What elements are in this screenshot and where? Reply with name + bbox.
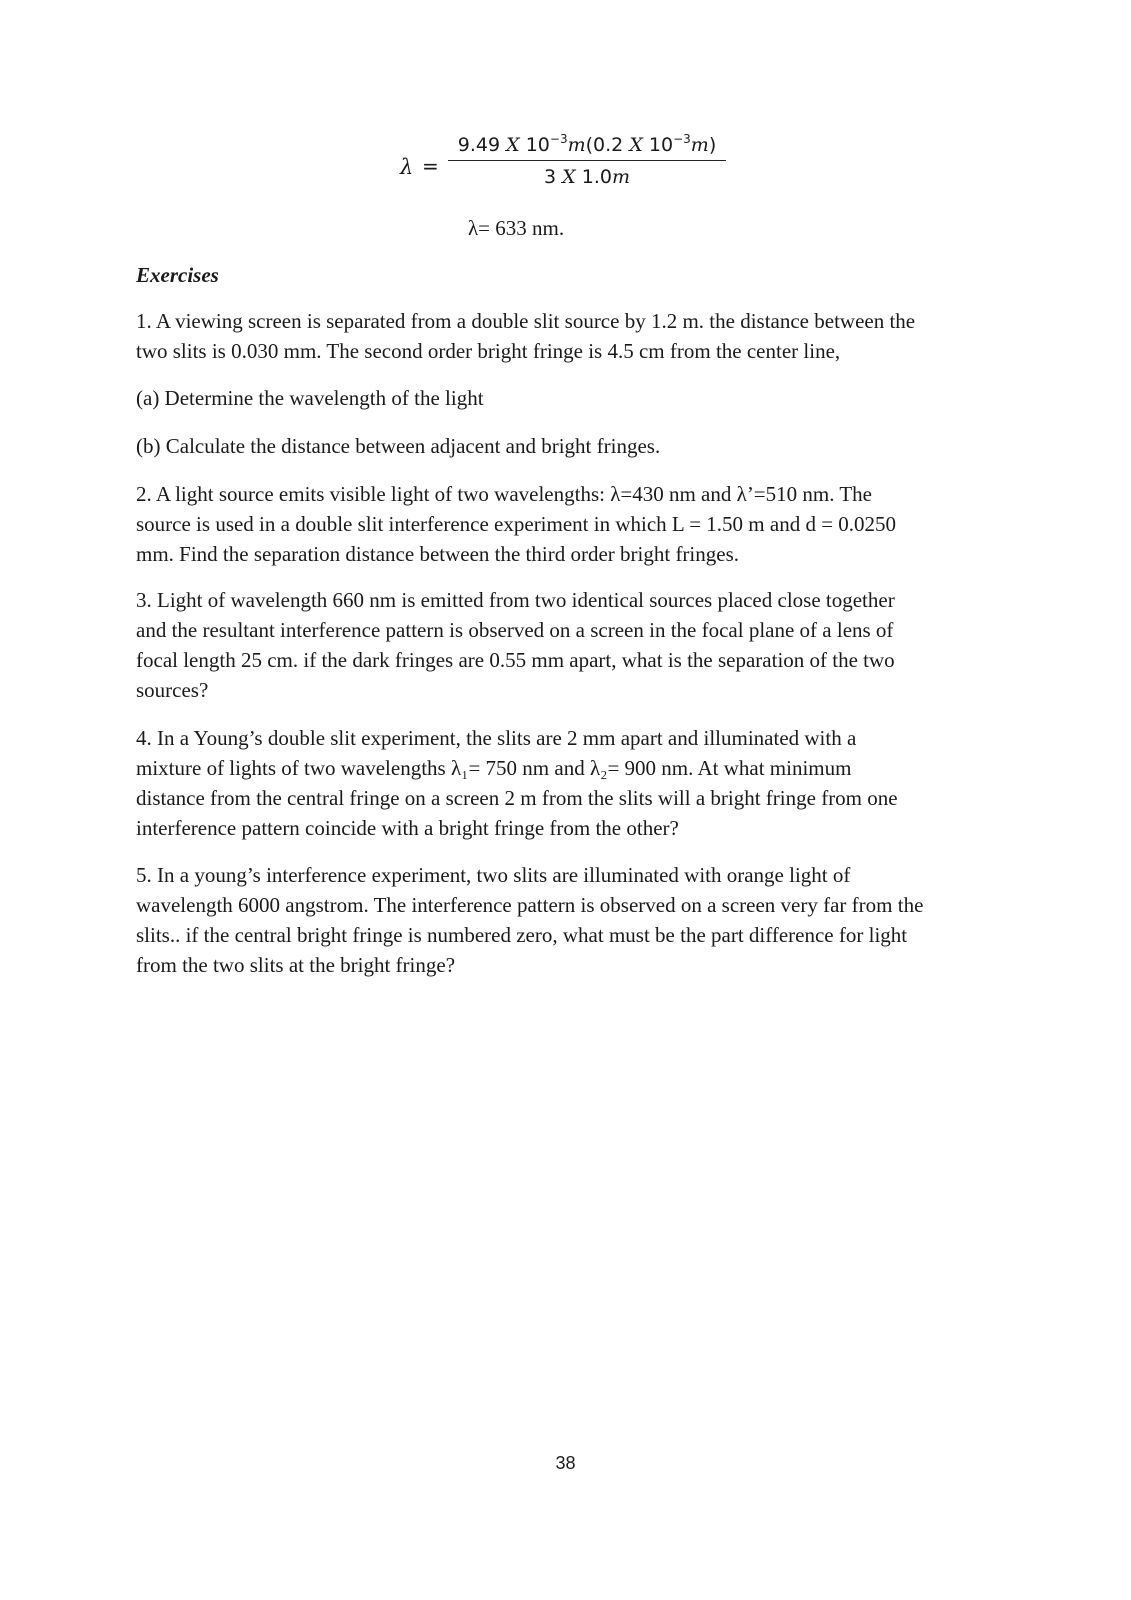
text-line: mm. Find the separation distance between the third order bright fringes. bbox=[136, 542, 740, 566]
num-unit-1: m bbox=[567, 134, 586, 156]
text-line: two slits is 0.030 mm. The second order bright fringe is 4.5 cm from the center line, bbox=[136, 339, 841, 363]
text-line: and the resultant interference pattern is observed on a screen in the focal plane of a lens of bbox=[136, 618, 894, 642]
den-times: X bbox=[562, 166, 576, 188]
equation-result: λ= 633 nm. bbox=[468, 216, 565, 240]
exercise-2 bbox=[136, 479, 996, 569]
text-line: 5. In a young’s interference experiment, two slits are illuminated with orange light of bbox=[136, 863, 851, 887]
exercise-1a bbox=[136, 383, 996, 413]
text-line: 3. Light of wavelength 660 nm is emitted from two identical sources placed close together bbox=[136, 588, 895, 612]
section-heading: Exercises bbox=[136, 263, 219, 287]
text-line: 1. A viewing screen is separated from a double slit source by 1.2 m. the distance between the bbox=[136, 309, 916, 333]
equation-denominator bbox=[448, 165, 726, 189]
exercise-1 bbox=[136, 306, 996, 366]
page-number: 38 bbox=[555, 1453, 576, 1473]
text-line: focal length 25 cm. if the dark fringes are 0.55 mm apart, what is the separation of the two bbox=[136, 648, 895, 672]
text-line: (b) Calculate the distance between adjacent and bright fringes. bbox=[136, 434, 661, 458]
den-value: 1.0 bbox=[581, 166, 612, 188]
exercise-1b bbox=[136, 431, 996, 461]
equation-equals-sign: = bbox=[422, 154, 439, 178]
exercise-5 bbox=[136, 860, 996, 980]
num-base-1: 10 bbox=[525, 134, 550, 156]
num-exponent-2: −3 bbox=[673, 132, 691, 146]
equation-numerator bbox=[448, 132, 726, 158]
num-close-paren: ) bbox=[708, 134, 717, 156]
exercise-3 bbox=[136, 585, 996, 705]
equation-fraction bbox=[448, 132, 726, 189]
num-unit-2: m bbox=[690, 134, 709, 156]
text-line: 4. In a Young’s double slit experiment, the slits are 2 mm apart and illuminated with a bbox=[136, 726, 857, 750]
text-line: 2. A light source emits visible light of two wavelengths: λ=430 nm and λ’=510 nm. The bbox=[136, 482, 873, 506]
text-line: from the two slits at the bright fringe? bbox=[136, 953, 456, 977]
exercise-4 bbox=[136, 723, 996, 843]
text-line: mixture of lights of two wavelengths λ₁= 750 nm and λ₂= 900 nm. At what minimum bbox=[136, 756, 852, 780]
num-base-2: 10 bbox=[648, 134, 674, 156]
wavelength-equation bbox=[400, 132, 730, 192]
text-line: distance from the central fringe on a screen 2 m from the slits will a bright fringe from one bbox=[136, 786, 898, 810]
num-coefficient: 9.49 bbox=[457, 134, 501, 156]
text-line: slits.. if the central bright fringe is numbered zero, what must be the part difference for light bbox=[136, 923, 908, 947]
num-exponent-1: −3 bbox=[549, 132, 568, 146]
den-unit: m bbox=[611, 166, 630, 188]
text-line: sources? bbox=[136, 678, 209, 702]
den-coefficient: 3 bbox=[544, 166, 557, 188]
text-line: (a) Determine the wavelength of the light bbox=[136, 386, 484, 410]
fraction-bar bbox=[448, 160, 726, 161]
text-line: interference pattern coincide with a bright fringe from the other? bbox=[136, 816, 679, 840]
text-line: wavelength 6000 angstrom. The interference pattern is observed on a screen very far from the bbox=[136, 893, 924, 917]
num-coefficient-2: (0.2 bbox=[585, 134, 624, 156]
num-times-1: X bbox=[506, 134, 520, 156]
equation-lhs: λ bbox=[400, 155, 414, 179]
num-times-2: X bbox=[629, 134, 643, 156]
text-line: source is used in a double slit interference experiment in which L = 1.50 m and d = 0.0250 bbox=[136, 512, 897, 536]
